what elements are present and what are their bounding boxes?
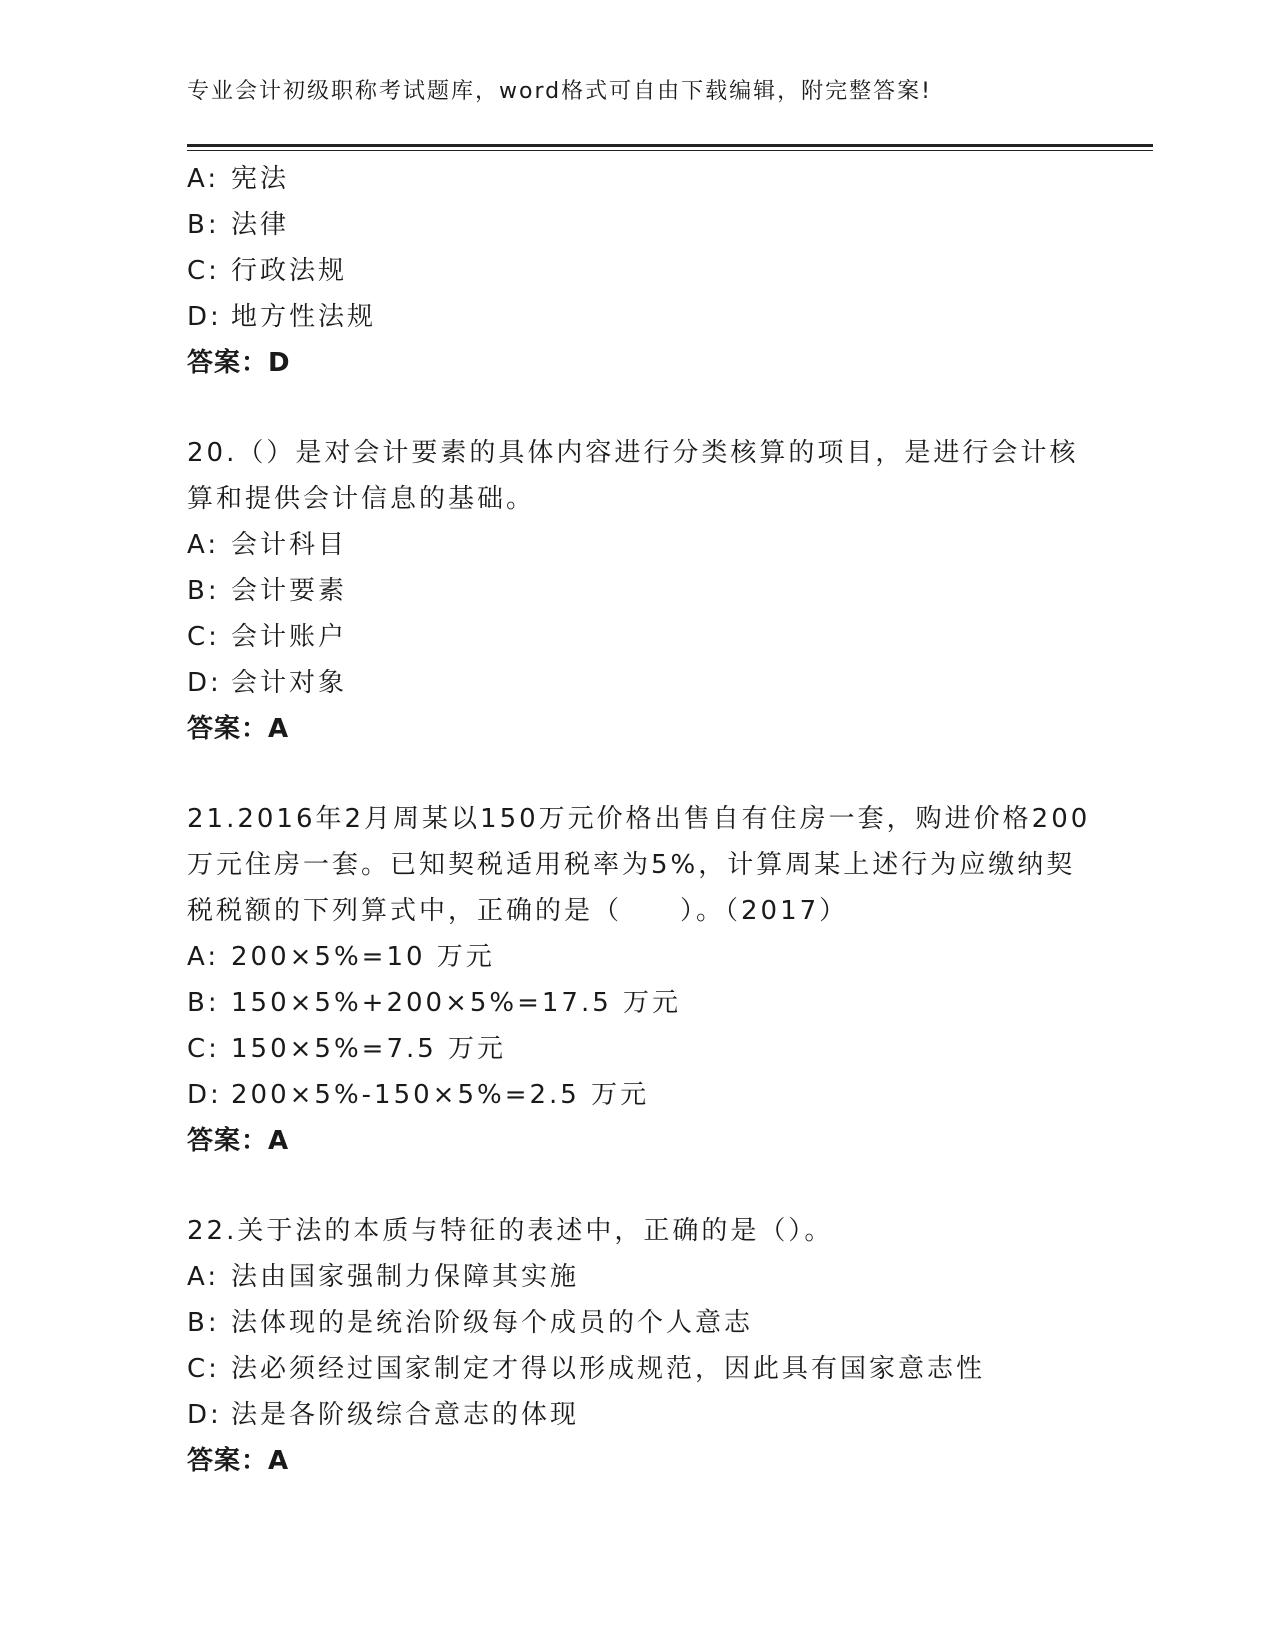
option-text: 法体现的是统治阶级每个成员的个人意志 — [231, 1308, 754, 1338]
option-label: A: — [187, 164, 220, 194]
option-label: D: — [187, 302, 222, 332]
option-text: 150×5%=7.5 万元 — [231, 1034, 507, 1064]
option-text: 行政法规 — [231, 256, 348, 286]
option-label: A: — [187, 1262, 220, 1292]
option-text: 法律 — [231, 210, 290, 240]
option-text: 宪法 — [231, 164, 290, 194]
option-c — [187, 248, 1087, 294]
question-block — [187, 430, 1087, 752]
option-label: A: — [187, 942, 220, 972]
option-text: 会计对象 — [231, 668, 348, 698]
question-stem-line: 21.2016年2月周某以150万元价格出售自有住房一套，购进价格200 — [187, 804, 1091, 834]
option-text: 法必须经过国家制定才得以形成规范，因此具有国家意志性 — [231, 1354, 986, 1384]
answer-line: 答案：A — [187, 1126, 290, 1156]
option-text: 150×5%+200×5%=17.5 万元 — [231, 988, 682, 1018]
option-label: C: — [187, 1034, 220, 1064]
option-text: 地方性法规 — [231, 302, 377, 332]
option-text: 200×5%=10 万元 — [231, 942, 495, 972]
option-a — [187, 934, 1087, 980]
option-text: 会计要素 — [231, 576, 348, 606]
option-label: B: — [187, 576, 220, 606]
answer-line: 答案：D — [187, 348, 291, 378]
header-title: 专业会计初级职称考试题库，word格式可自由下载编辑，附完整答案! — [187, 79, 932, 104]
question-stem-line: 22.关于法的本质与特征的表述中，正确的是（）。 — [187, 1216, 834, 1246]
option-d — [187, 1392, 1087, 1438]
option-label: C: — [187, 622, 220, 652]
question-stem-line: 20.（）是对会计要素的具体内容进行分类核算的项目，是进行会计核 — [187, 438, 1079, 468]
option-label: A: — [187, 530, 220, 560]
option-label: D: — [187, 668, 222, 698]
option-label: B: — [187, 210, 220, 240]
option-text: 法由国家强制力保障其实施 — [231, 1262, 580, 1292]
question-block — [187, 156, 1087, 386]
question-stem-line: 算和提供会计信息的基础。 — [187, 484, 536, 514]
option-b — [187, 1300, 1087, 1346]
header-rule-thick — [187, 144, 1153, 147]
option-a — [187, 1254, 1087, 1300]
question-block — [187, 1208, 1087, 1484]
option-b — [187, 202, 1087, 248]
option-d — [187, 1072, 1087, 1118]
option-text: 200×5%-150×5%=2.5 万元 — [231, 1080, 650, 1110]
option-text: 会计科目 — [231, 530, 348, 560]
option-label: D: — [187, 1080, 222, 1110]
option-d — [187, 660, 1087, 706]
option-label: B: — [187, 988, 220, 1018]
question-block — [187, 796, 1091, 1164]
question-stem-line: 万元住房一套。已知契税适用税率为5%，计算周某上述行为应缴纳契 — [187, 850, 1076, 880]
question-list — [187, 156, 1091, 1484]
option-label: C: — [187, 256, 220, 286]
header-rule-thin — [187, 150, 1153, 151]
option-b — [187, 980, 1087, 1026]
option-text: 法是各阶级综合意志的体现 — [231, 1400, 580, 1430]
option-c — [187, 1026, 1087, 1072]
answer-line: 答案：A — [187, 714, 290, 744]
option-label: C: — [187, 1354, 220, 1384]
option-d — [187, 294, 1087, 340]
option-a — [187, 522, 1087, 568]
answer-line: 答案：A — [187, 1446, 290, 1476]
option-c — [187, 1346, 1087, 1392]
option-label: B: — [187, 1308, 220, 1338]
option-text: 会计账户 — [231, 622, 348, 652]
option-a — [187, 156, 1087, 202]
option-c — [187, 614, 1087, 660]
option-b — [187, 568, 1087, 614]
option-label: D: — [187, 1400, 222, 1430]
question-stem-line: 税税额的下列算式中，正确的是（ ）。（2017） — [187, 896, 849, 926]
